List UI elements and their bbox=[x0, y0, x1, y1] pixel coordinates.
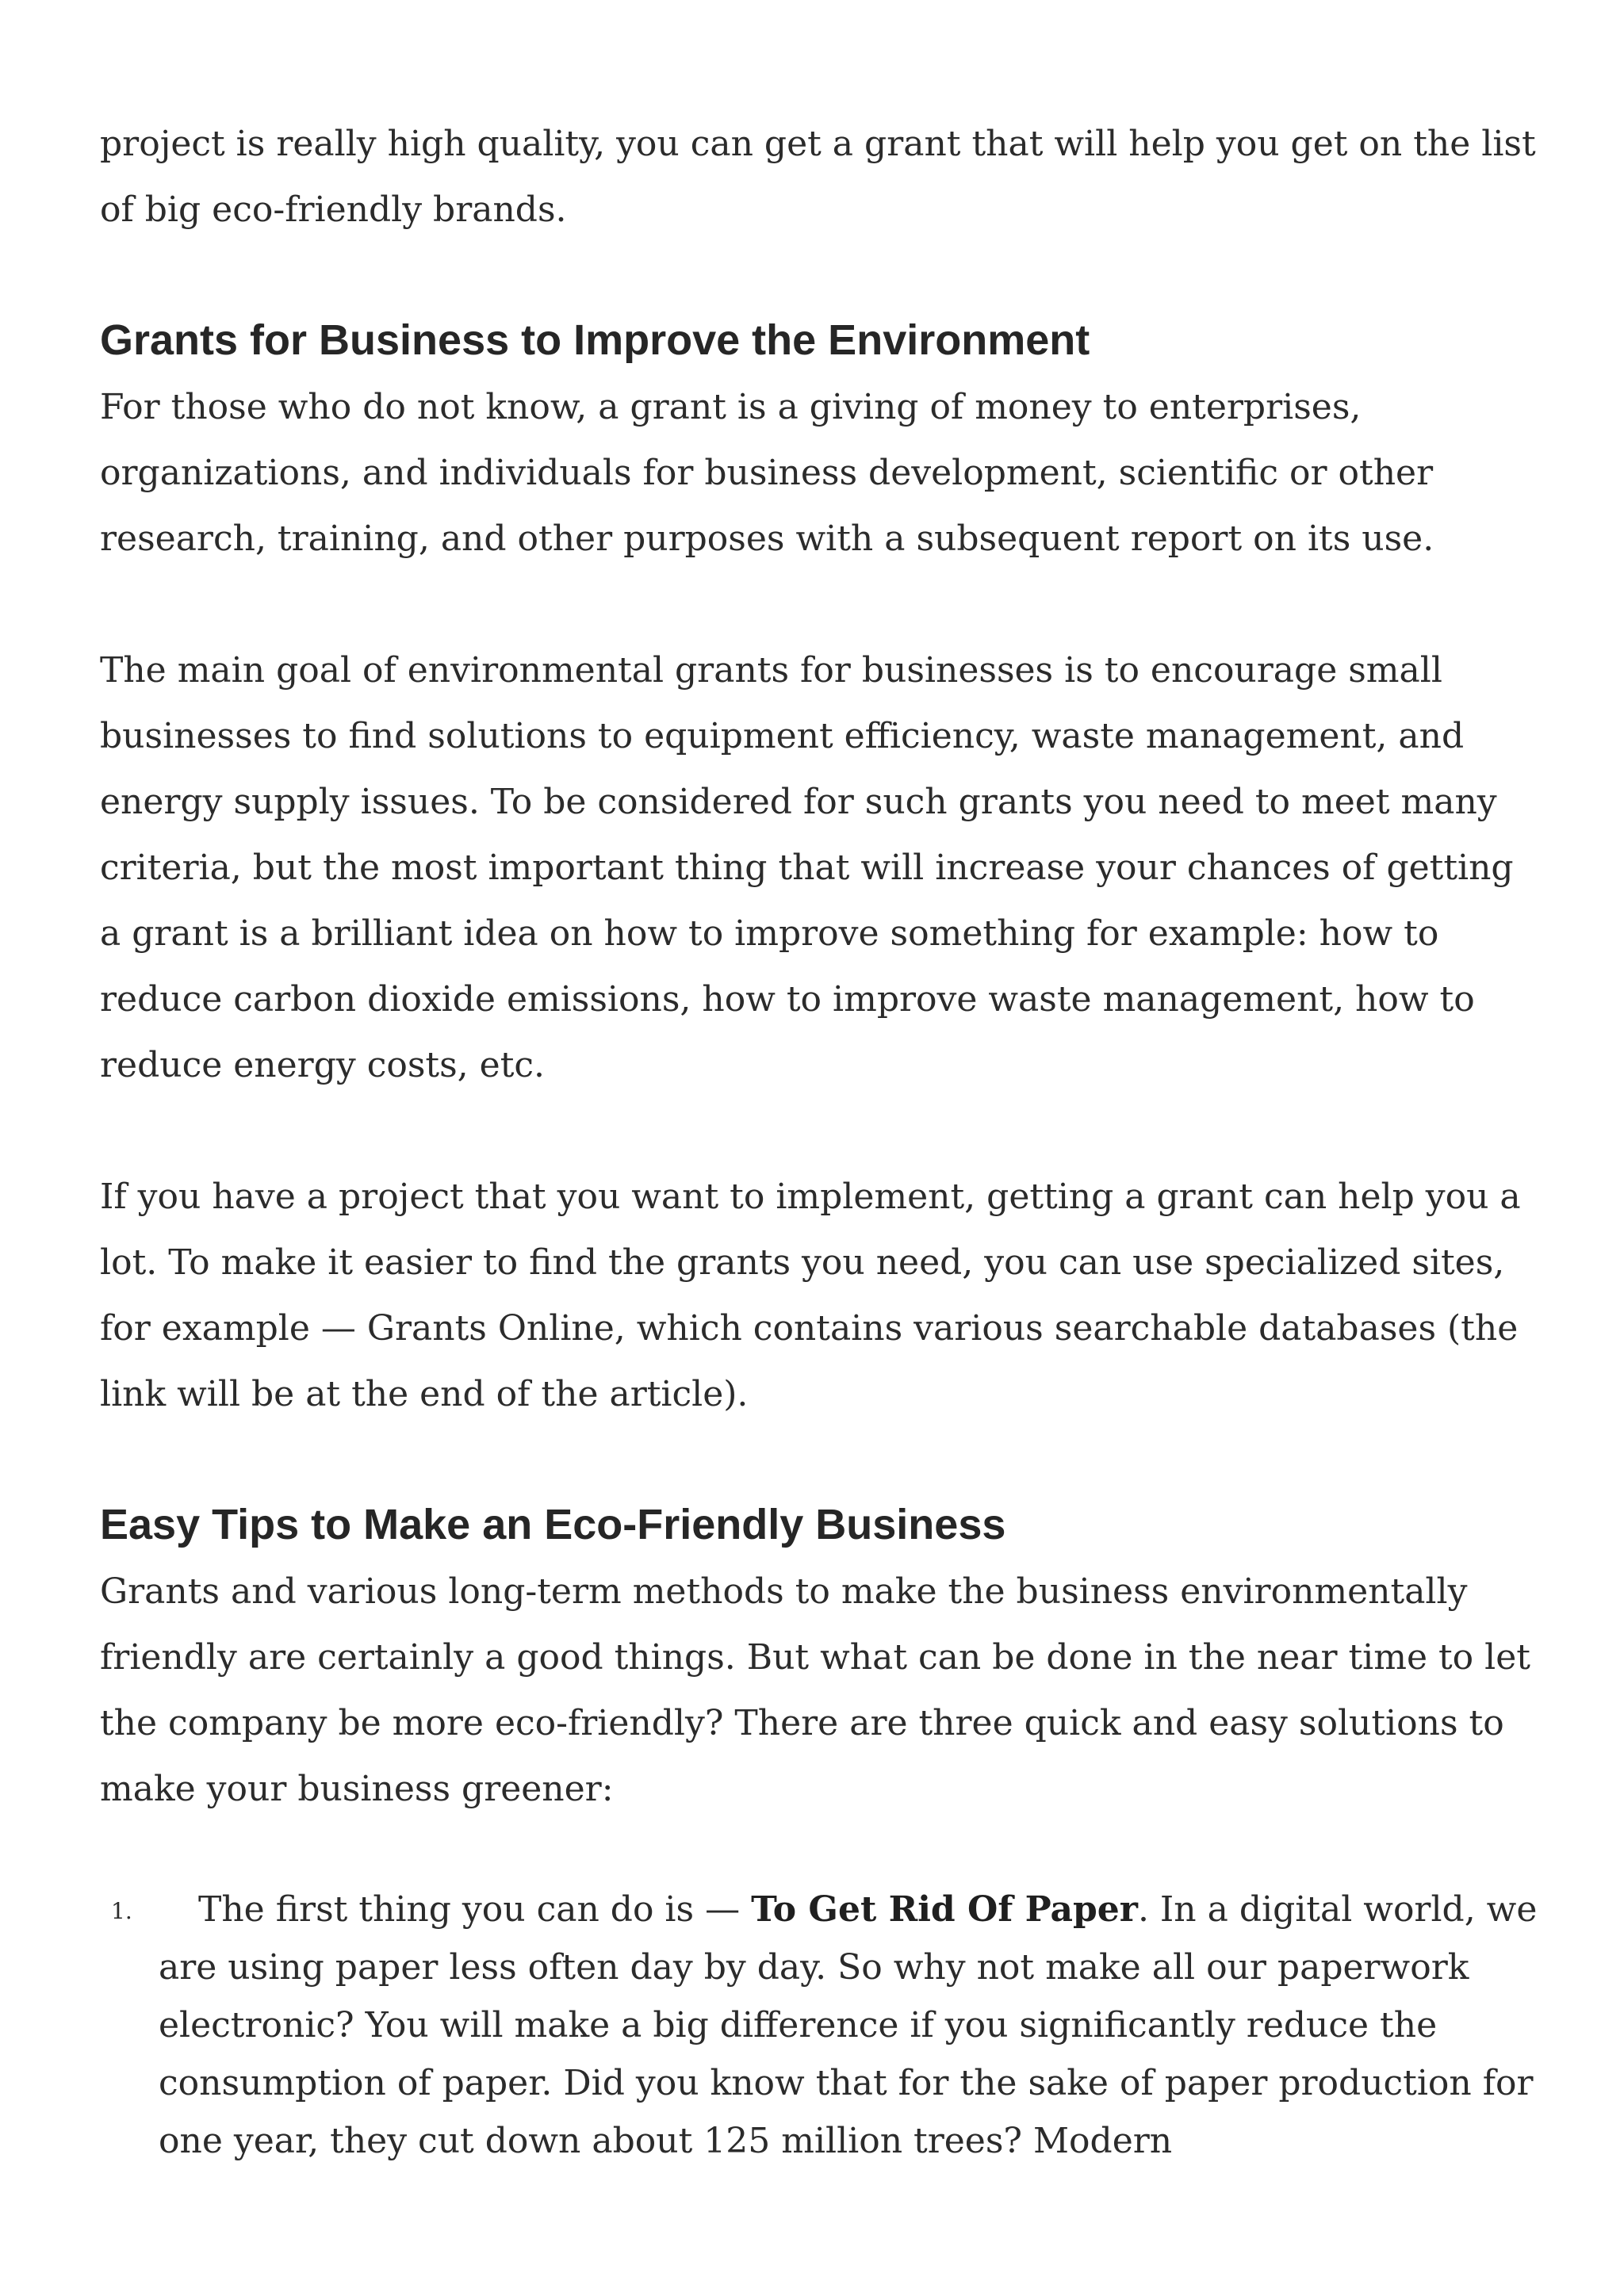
paragraph-grant-project: If you have a project that you want to implement, getting a grant can help you a lot. To make it easier to find the grants you need, you can use specialized sites, for example — Grants Online, which contains various searchable databases (the link will be at the end of the article). bbox=[100, 1177, 1521, 1414]
intro-paragraph: project is really high quality, you can get a grant that will help you get on the list of big eco-friendly brands. bbox=[100, 124, 1536, 230]
list-item-bold: To Get Rid Of Paper bbox=[751, 1889, 1138, 1930]
section-heading-tips: Easy Tips to Make an Eco-Friendly Business bbox=[100, 1501, 1006, 1548]
list-item-text: . In a digital world, we are using paper less often day by day. So why not make all our paperwork electronic? You will make a big difference if you significantly reduce the consumption of paper. Did you know that for the sake of paper production for one year, they cut down about 125 million trees? Modern bbox=[159, 1889, 1538, 2161]
list-item-marker: 1. bbox=[111, 1898, 132, 1924]
paragraph-grant-goal: The main goal of environmental grants for businesses is to encourage small businesses to find solutions to equipment efficiency, waste management, and energy supply issues. To be considered for such grants you need to meet many criteria, but the most important thing that will increase your chances of getting a grant is a brilliant idea on how to improve something for example: how to reduce carbon dioxide emissions, how to improve waste management, how to reduce energy costs, etc. bbox=[100, 650, 1514, 1085]
section-heading-grants: Grants for Business to Improve the Environment bbox=[100, 316, 1090, 364]
list-item bbox=[100, 1881, 1543, 2170]
paragraph-grant-definition: For those who do not know, a grant is a giving of money to enterprises, organizations, and individuals for business development, scientific or other research, training, and other purposes with a subsequent report on its use. bbox=[100, 387, 1434, 559]
article-page bbox=[100, 111, 1543, 2170]
paragraph-tips-intro: Grants and various long-term methods to make the business environmentally friendly are certainly a good things. But what can be done in the near time to let the company be more eco-friendly? There are three quick and easy solutions to make your business greener: bbox=[100, 1571, 1530, 1809]
tips-list bbox=[100, 1881, 1543, 2170]
list-item-lead: The first thing you can do is — bbox=[198, 1889, 752, 1930]
